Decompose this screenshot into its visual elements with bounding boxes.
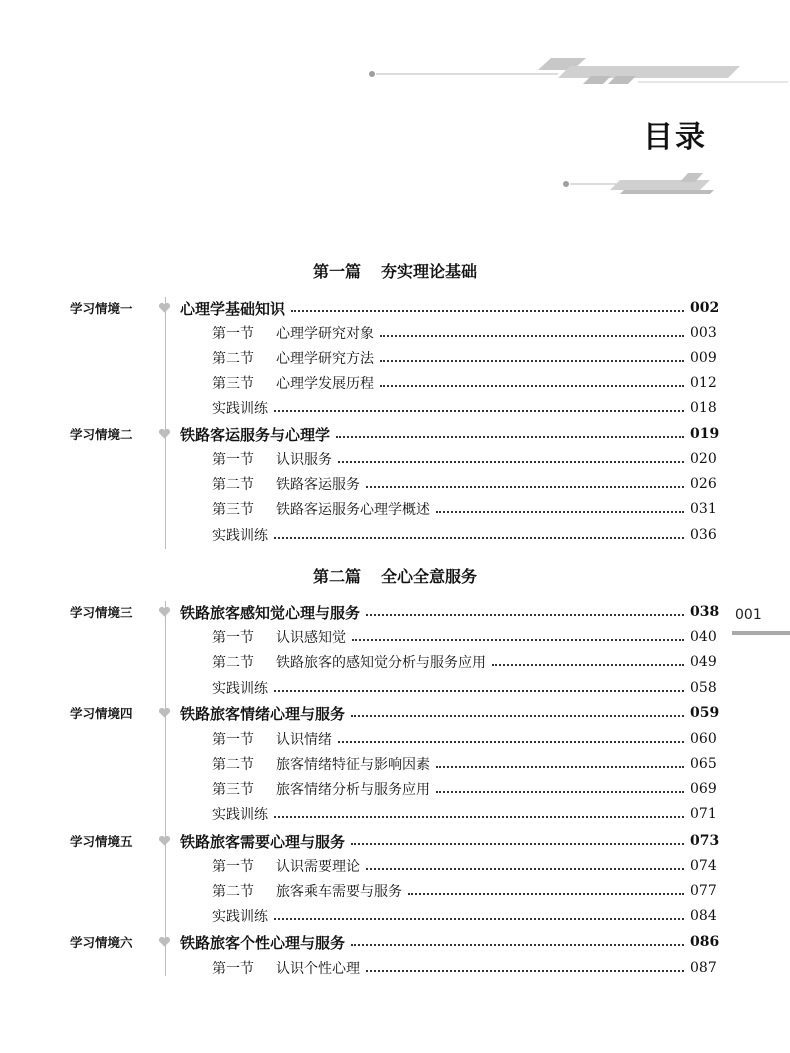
toc-entry xyxy=(212,321,716,345)
toc-entry xyxy=(180,829,720,853)
toc-section-row[interactable] xyxy=(0,650,790,674)
page-number: 086 xyxy=(690,934,720,950)
page-number: 036 xyxy=(690,527,717,543)
situation-label: 学习情境六 xyxy=(70,935,133,950)
page-number: 084 xyxy=(690,908,717,924)
page-number: 059 xyxy=(690,705,720,721)
toc-entry xyxy=(212,802,716,826)
part-title-1 xyxy=(0,259,790,282)
toc-entry xyxy=(212,854,716,878)
toc-section-row[interactable] xyxy=(0,676,790,700)
section-number: 第二节 xyxy=(212,351,254,367)
page-number: 060 xyxy=(690,731,717,747)
section-title: 实践训练 xyxy=(212,909,268,925)
situation-label: 学习情境五 xyxy=(70,834,133,849)
section-number: 第一节 xyxy=(212,326,254,342)
section-title: 实践训练 xyxy=(212,807,268,823)
toc-entry xyxy=(180,600,720,624)
toc-entry xyxy=(180,701,720,725)
heart-icon xyxy=(158,707,171,719)
toc-entry xyxy=(212,625,716,649)
toc-chapter-row[interactable] xyxy=(0,701,790,725)
section-title: 心理学发展历程 xyxy=(276,376,374,392)
toc-entry xyxy=(212,650,716,674)
section-title: 实践训练 xyxy=(212,681,268,697)
page-number: 087 xyxy=(690,960,717,976)
section-number: 第二节 xyxy=(212,655,254,671)
toc-section-row[interactable] xyxy=(0,956,790,980)
section-title: 旅客情绪特征与影响因素 xyxy=(276,757,430,773)
page-number: 012 xyxy=(690,375,717,391)
part-name: 全心全意服务 xyxy=(381,567,478,586)
heart-icon xyxy=(158,835,171,847)
page-number: 038 xyxy=(690,604,720,620)
page-number: 065 xyxy=(690,756,717,772)
side-page-bar xyxy=(732,631,790,635)
section-number: 第一节 xyxy=(212,452,254,468)
page-number: 040 xyxy=(690,629,717,645)
section-number: 第二节 xyxy=(212,884,254,900)
toc-entry xyxy=(212,904,716,928)
heart-icon xyxy=(158,428,171,440)
chapter-title: 心理学基础知识 xyxy=(180,299,286,318)
page-number: 018 xyxy=(690,400,717,416)
section-title: 铁路客运服务 xyxy=(276,477,360,493)
chapter-title: 铁路旅客需要心理与服务 xyxy=(180,832,346,851)
section-number: 第三节 xyxy=(212,782,254,798)
toc-section-row[interactable] xyxy=(0,321,790,345)
section-title: 认识需要理论 xyxy=(276,859,360,875)
toc-entry xyxy=(212,346,716,370)
chapter-title: 铁路旅客个性心理与服务 xyxy=(180,933,346,952)
section-number: 第二节 xyxy=(212,757,254,773)
part-number: 第一篇 xyxy=(312,262,361,281)
chapter-title: 铁路旅客情绪心理与服务 xyxy=(180,704,346,723)
page-number: 074 xyxy=(690,858,717,874)
section-number: 第三节 xyxy=(212,376,254,392)
page-number: 073 xyxy=(690,833,720,849)
section-title: 认识情绪 xyxy=(276,732,332,748)
page-number: 019 xyxy=(690,426,720,442)
side-page-number: 001 xyxy=(735,607,762,623)
toc-entry xyxy=(212,472,716,496)
toc-entry xyxy=(180,296,720,320)
toc-section-row[interactable] xyxy=(0,523,790,547)
section-number: 第三节 xyxy=(212,502,254,518)
toc-entry xyxy=(212,497,716,521)
toc-entry xyxy=(212,956,716,980)
section-number: 第二节 xyxy=(212,477,254,493)
toc-section-row[interactable] xyxy=(0,472,790,496)
toc-section-row[interactable] xyxy=(0,447,790,471)
toc-entry xyxy=(212,523,716,547)
page-number: 058 xyxy=(690,680,717,696)
toc-section-row[interactable] xyxy=(0,396,790,420)
toc-section-row[interactable] xyxy=(0,904,790,928)
toc-section-row[interactable] xyxy=(0,625,790,649)
section-number: 第一节 xyxy=(212,961,254,977)
heart-icon xyxy=(158,936,171,948)
page-title: 目录 xyxy=(643,120,707,155)
page-number: 003 xyxy=(690,325,717,341)
toc-entry xyxy=(212,676,716,700)
part-number: 第二篇 xyxy=(312,567,361,586)
toc-chapter-row[interactable] xyxy=(0,930,790,954)
section-title: 旅客情绪分析与服务应用 xyxy=(276,782,430,798)
situation-label: 学习情境四 xyxy=(70,706,133,721)
toc-entry xyxy=(212,371,716,395)
chapter-title: 铁路客运服务与心理学 xyxy=(180,425,331,444)
page-number: 069 xyxy=(690,781,717,797)
toc-chapter-row[interactable] xyxy=(0,296,790,320)
part-name: 夯实理论基础 xyxy=(381,262,478,281)
section-title: 心理学研究对象 xyxy=(276,326,374,342)
toc-entry xyxy=(212,396,716,420)
toc-entry xyxy=(212,777,716,801)
section-title: 旅客乘车需要与服务 xyxy=(276,884,402,900)
toc-section-row[interactable] xyxy=(0,346,790,370)
toc-section-row[interactable] xyxy=(0,497,790,521)
page-number: 077 xyxy=(690,883,717,899)
toc-chapter-row[interactable] xyxy=(0,600,790,624)
section-number: 第一节 xyxy=(212,732,254,748)
section-title: 铁路客运服务心理学概述 xyxy=(276,502,430,518)
toc-entry xyxy=(212,752,716,776)
situation-label: 学习情境三 xyxy=(70,605,133,620)
part-title-2 xyxy=(0,564,790,587)
heart-icon xyxy=(158,302,171,314)
chapter-title: 铁路旅客感知觉心理与服务 xyxy=(180,603,361,622)
section-title: 认识感知觉 xyxy=(276,630,346,646)
heart-icon xyxy=(158,606,171,618)
section-title: 认识个性心理 xyxy=(276,961,360,977)
toc-entry xyxy=(212,727,716,751)
section-title: 心理学研究方法 xyxy=(276,351,374,367)
toc-section-row[interactable] xyxy=(0,879,790,903)
section-title: 实践训练 xyxy=(212,401,268,417)
section-number: 第一节 xyxy=(212,630,254,646)
header-decoration-top xyxy=(368,52,788,92)
toc-entry xyxy=(180,930,720,954)
situation-label: 学习情境一 xyxy=(70,301,133,316)
page-number: 026 xyxy=(690,476,717,492)
toc-section-row[interactable] xyxy=(0,854,790,878)
header-decoration-bottom xyxy=(560,170,720,194)
section-title: 铁路旅客的感知觉分析与服务应用 xyxy=(276,655,486,671)
section-title: 实践训练 xyxy=(212,528,268,544)
section-number: 第一节 xyxy=(212,859,254,875)
toc-section-row[interactable] xyxy=(0,727,790,751)
page-number: 071 xyxy=(690,806,717,822)
page-number: 031 xyxy=(690,501,717,517)
toc-chapter-row[interactable] xyxy=(0,422,790,446)
page-number: 009 xyxy=(690,350,717,366)
toc-section-row[interactable] xyxy=(0,802,790,826)
page-number: 002 xyxy=(690,300,720,316)
toc-section-row[interactable] xyxy=(0,777,790,801)
toc-entry xyxy=(212,879,716,903)
section-title: 认识服务 xyxy=(276,452,332,468)
toc-section-row[interactable] xyxy=(0,752,790,776)
page-number: 049 xyxy=(690,654,717,670)
situation-label: 学习情境二 xyxy=(70,427,133,442)
toc-section-row[interactable] xyxy=(0,371,790,395)
toc-chapter-row[interactable] xyxy=(0,829,790,853)
page-number: 020 xyxy=(690,451,717,467)
toc-entry xyxy=(212,447,716,471)
toc-entry xyxy=(180,422,720,446)
